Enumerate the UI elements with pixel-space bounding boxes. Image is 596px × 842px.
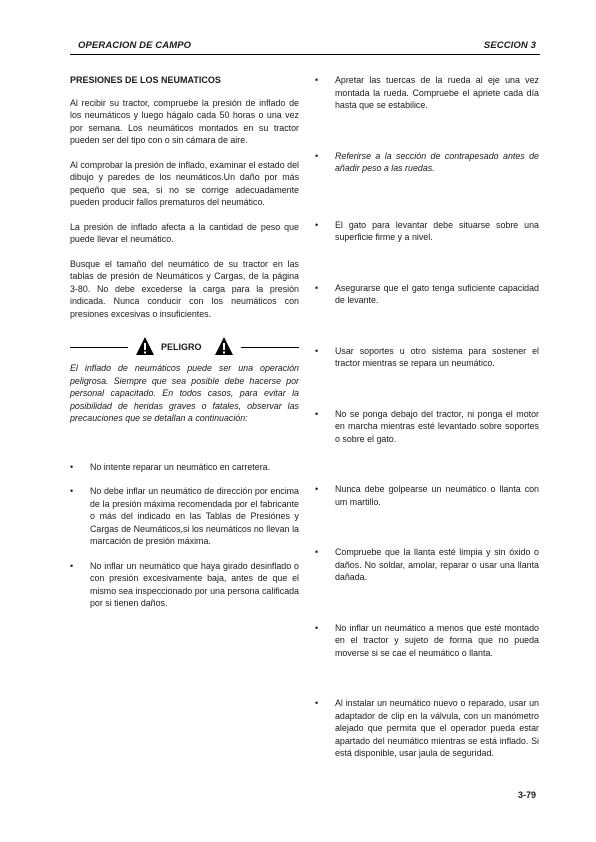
list-item [315,282,539,307]
bullet-icon: • [70,461,74,472]
left-column [70,74,299,622]
list-item [70,485,299,548]
header-section-number: SECCION 3 [483,40,536,51]
right-bullet-list [315,74,539,760]
list-item [315,150,539,175]
bullet-icon: • [315,622,319,633]
list-item [315,546,539,584]
list-item-text: Usar soportes u otro sistema para sostener el tractor mientras se repara un neumático. [335,345,539,368]
list-item-text: No inflar un neumático a menos que esté montado en el tractor y sujeto de forma que no pueda moverse si se cae el neumático o llanta. [335,622,539,658]
list-item-text: No inflar un neumático que haya girado desinflado o con presión excesivamente baja, antes de que el mismo sea inspeccionado por una persona calificada por si tienen daños. [90,560,299,608]
header-section-name: OPERACION DE CAMPO [78,40,192,51]
list-item-text: No se ponga debajo del tractor, ni ponga el motor en marcha mientras esté levantado sobre soportes o sobre el gato. [335,408,539,444]
bullet-icon: • [315,282,319,293]
list-item [315,483,539,508]
bullet-icon: • [315,150,319,161]
list-item-text: Al instalar un neumático nuevo o reparado, usar un adaptador de clip en la válvula, con un manómetro alejado que permita que el operador pueda estar apartado del neumático mientras se está inflado. Si está disponible, usar jaula de seguridad. [335,698,539,758]
list-item [315,345,539,370]
bullet-icon: • [315,345,319,356]
list-item-text: El gato para levantar debe situarse sobre una superficie firme y a nivel. [335,219,539,242]
list-item [315,622,539,660]
list-item-text: No debe inflar un neumático de dirección por encima de la presión máxima recomendada por el fabricante o más del indicado en las Tablas de Presiónes y Cargas de Neumáticos,si los neumáticos no llevan la marcación de presión máxima. [90,486,299,546]
warning-label: PELIGRO [161,342,202,352]
warning-rule-right [241,347,299,348]
bullet-icon: • [315,547,319,557]
list-item-text: Apretar las tuercas de la rueda al eje una vez montada la rueda. Compruebe el apriete cada día hasta que se estabilice. [335,75,539,110]
bullet-icon: • [70,486,74,496]
list-item [315,408,539,446]
list-item-text: Nunca debe golpearse un neumático o llanta con um martillo. [335,484,539,507]
list-item [315,74,539,112]
bullet-icon: • [315,698,319,708]
list-item [315,219,539,244]
bullet-icon: • [70,560,74,571]
paragraph-inspection: Al comprobar la presión de inflado, examinar el estado del dibujo y paredes de los neumáticos.Un daño por más pequeño que sea, si no se corrige adecuadamente pueden producir fallos prematuros del neumático. [70,159,299,207]
paragraph-tables: Busque el tamaño del neumático de su tractor en las tablas de presión de Neumáticos y Cargas, de la página 3-80. No debe excederse la carga para la presión indicada. Nunca conducir con los neumáticos con presiones excesivas o insuficientes. [70,258,299,319]
section-title: PRESIONES DE LOS NEUMATICOS [70,75,221,85]
left-bullet-list [70,461,299,610]
list-item-text: Referirse a la sección de contrapesado antes de añadir peso a las ruedas. [335,150,539,173]
page-number: 3-79 [518,790,537,800]
list-item [70,560,299,610]
list-item-text: Compruebe que la llanta esté limpia y sin óxido o daños. No soldar, amolar, reparar o usar una llanta dañada. [335,547,539,582]
page-header [70,40,540,55]
list-item-text: No intente reparar un neumático en carretera. [90,461,271,472]
right-column [315,74,539,760]
warning-rule-left [70,347,128,348]
warning-text: El inflado de neumáticos puede ser una operación peligrosa. Siempre que sea posible debe hacerse por personal capacitado. En todos casos, para evitar la posibilidad de heridas graves o fatales, observar las precauciones que se detallan a continuación: [70,363,299,423]
paragraph-load: La presión de inflado afecta a la cantidad de peso que puede llevar el neumático. [70,221,299,244]
paragraph-intro: Al recibir su tractor, compruebe la presión de inflado de los neumáticos y luego hágalo cada 50 horas o una vez por semana. Los neumáticos montados en su tractor pueden ser del tipo con o sin cámara de aire. [70,97,299,145]
warning-triangle-icon [214,336,234,356]
warning-header [70,336,299,358]
bullet-icon: • [315,75,319,85]
warning-triangle-icon [135,336,155,356]
bullet-icon: • [315,484,319,494]
list-item [70,461,299,474]
bullet-icon: • [315,219,319,230]
bullet-icon: • [315,408,319,419]
list-item [315,697,539,760]
list-item-text: Asegurarse que el gato tenga suficiente capacidad de levante. [335,282,539,305]
